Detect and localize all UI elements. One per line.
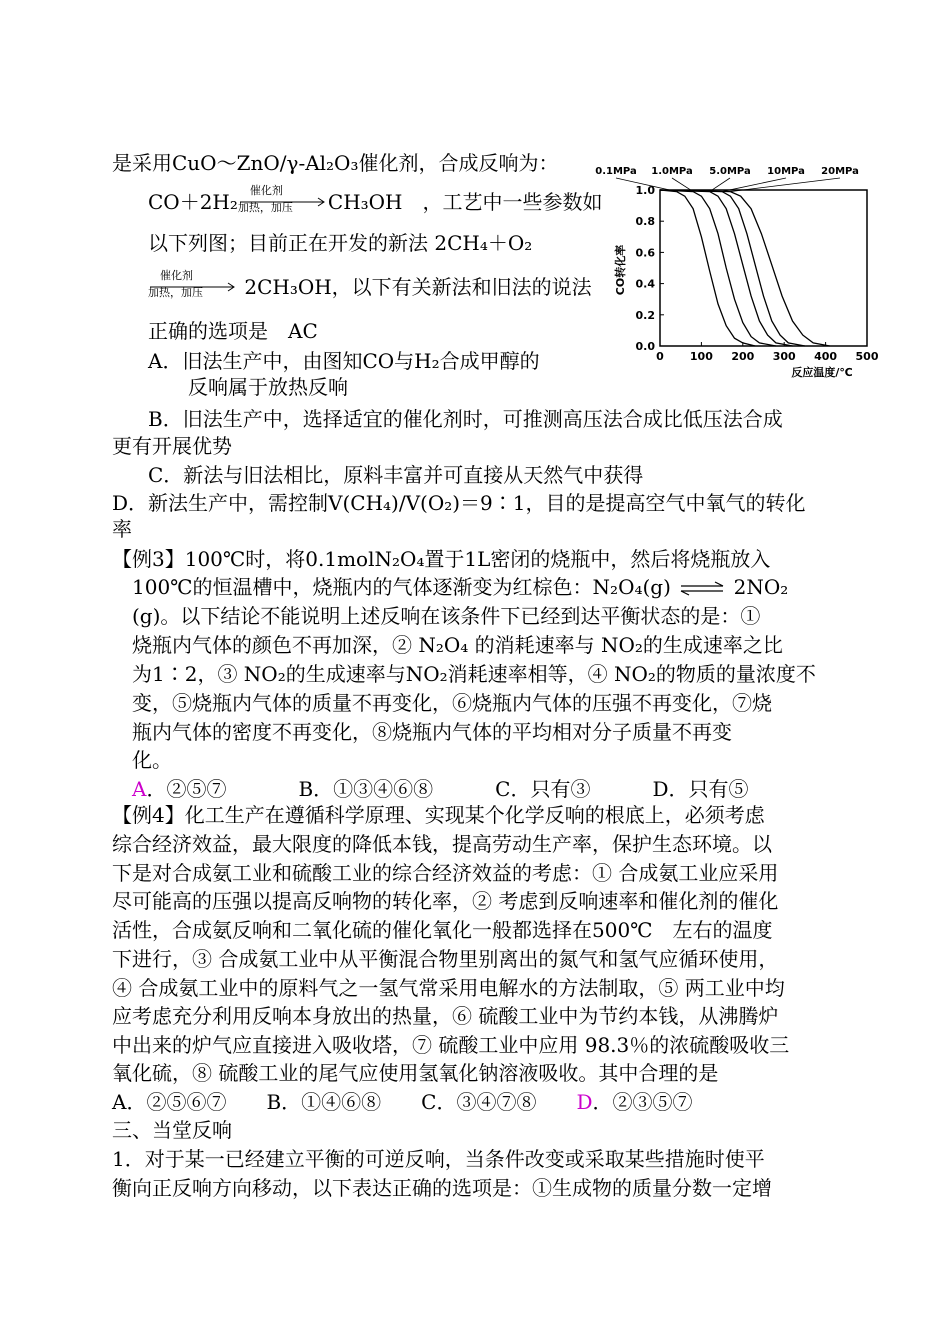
section-3-title: 三、当堂反响: [112, 1118, 232, 1142]
ex4-option-d-letter: D: [576, 1090, 593, 1114]
y-tick-label: 1.0: [635, 184, 655, 197]
ex4-option-a: A．②⑤⑥⑦: [112, 1090, 227, 1114]
legend-label: 0.1MPa: [595, 166, 637, 177]
ex4-line-6: 下进行，③ 合成氨工业中从平衡混合物里别离出的氮气和氢气应循环使用，: [112, 947, 779, 971]
ex3-line-4: 烧瓶内气体的颜色不再加深，② N₂O₄ 的消耗速率与 NO₂的生成速率之比: [132, 633, 783, 657]
intro-line-3: 以下列图；目前正在开发的新法 2CH₄＋O₂: [148, 231, 533, 255]
ex4-option-b: B．①④⑥⑧: [266, 1090, 382, 1114]
ex3-line-8: 化。: [132, 748, 172, 772]
ex3-options: [132, 776, 749, 802]
x-tick-label: 0: [656, 350, 664, 363]
x-tick-label: 500: [855, 350, 879, 363]
ex3-option-a-letter: A: [132, 777, 147, 801]
ex4-option-c: C．③④⑦⑧: [421, 1090, 537, 1114]
intro-equation-line-2: [148, 269, 592, 300]
ex3-option-a: A．②⑤⑦: [132, 777, 227, 801]
series-line-1.0MPa: [660, 190, 776, 346]
option-d-line-2: 率: [112, 517, 132, 541]
ex3-line-2b: 2NO₂: [733, 575, 789, 599]
x-axis-label: 反应温度/℃: [791, 366, 853, 379]
legend-label: 5.0MPa: [709, 166, 751, 177]
ex3-line-7: 瓶内气体的密度不再变化，⑧烧瓶内气体的平均相对分子质量不再变: [132, 720, 732, 744]
y-tick-label: 0.0: [635, 340, 655, 353]
ex4-line-1: 【例4】化工生产在遵循科学原理、实现某个化学反响的根底上，必须考虑: [112, 803, 765, 827]
ex4-line-2: 综合经济效益，最大限度的降低本钱，提高劳动生产率，保护生态环境。以: [112, 832, 772, 856]
ex3-line-2a: 100℃的恒温槽中，烧瓶内的气体逐渐变为红棕色：N₂O₄(g): [132, 575, 671, 599]
option-a-line-2: 反响属于放热反响: [188, 375, 348, 399]
option-a-line-1: A．旧法生产中，由图知CO与H₂合成甲醇的: [148, 349, 540, 373]
option-b-line-2: 更有开展优势: [112, 434, 232, 458]
question-1-line-2: 衡向正反响方向移动，以下表达正确的选项是：①生成物的质量分数一定增: [112, 1176, 772, 1200]
ex3-line-1: 【例3】100℃时，将0.1molN₂O₄置于1L密闭的烧瓶中，然后将烧瓶放入: [112, 547, 771, 571]
intro-line-5: 正确的选项是 AC: [148, 319, 318, 343]
x-tick-label: 300: [772, 350, 796, 363]
question-1-line-1: 1．对于某一已经建立平衡的可逆反响，当条件改变或采取某些措施时使平: [112, 1147, 765, 1171]
ex3-option-d: D．只有⑤: [652, 777, 749, 801]
y-tick-label: 0.6: [635, 246, 655, 260]
ex3-option-b: B．①③④⑥⑧: [298, 777, 434, 801]
ex4-line-10: 氧化硫，⑧ 硫酸工业的尾气应使用氢氧化钠溶液吸收。其中合理的是: [112, 1061, 719, 1085]
intro-line-1: 是采用CuO～ZnO/γ-Al₂O₃催化剂，合成反响为：: [112, 151, 559, 175]
ex3-line-6: 变，⑤烧瓶内气体的质量不再变化，⑥烧瓶内气体的压强不再变化，⑦烧: [132, 691, 772, 715]
ex3-line-2: [132, 574, 788, 600]
series-line-10MPa: [660, 190, 805, 346]
y-tick-label: 0.2: [635, 308, 655, 322]
eq-right: CH₃OH: [327, 190, 403, 214]
ex3-option-c: C．只有③: [495, 777, 591, 801]
ex4-options: [112, 1089, 693, 1115]
ex4-line-5: 活性，合成氨反响和二氧化硫的催化氧化一般都选择在500℃ 左右的温度: [112, 918, 773, 942]
option-b-line-1: B．旧法生产中，选择适宜的催化剂时，可推测高压法合成比低压法合成: [148, 407, 783, 431]
option-c: C．新法与旧法相比，原料丰富并可直接从天然气中获得: [148, 463, 644, 487]
eq-left: CO＋2H₂: [148, 190, 238, 214]
legend-label: 20MPa: [821, 166, 859, 177]
condition-label-2: 加热，加压: [148, 286, 203, 299]
intro-equation-line: [148, 184, 603, 215]
x-tick-label: 100: [689, 350, 713, 363]
co-conversion-chart: [595, 152, 880, 382]
x-axis: [656, 342, 879, 363]
ex4-option-d: D．②③⑤⑦: [576, 1090, 693, 1114]
catalyst-arrow: [237, 184, 328, 215]
y-tick-label: 0.8: [635, 215, 655, 229]
option-d-line-1: D．新法生产中，需控制V(CH₄)/V(O₂)＝9∶1，目的是提高空气中氧气的转化: [112, 491, 806, 515]
intro-line-2-tail: ，工艺中一些参数如: [422, 190, 603, 214]
ex3-line-3: (g)。以下结论不能说明上述反响在该条件下已经到达平衡状态的是：①: [132, 604, 761, 628]
legend-label: 1.0MPa: [651, 166, 693, 177]
ex4-line-7: ④ 合成氨工业中的原料气之一氢气常采用电解水的方法制取，⑤ 两工业中均: [112, 976, 785, 1000]
ex4-line-9: 中出来的炉气应直接进入吸收塔，⑦ 硫酸工业中应用 98.3％的浓硫酸吸收三: [112, 1033, 790, 1057]
ex4-line-3: 下是对合成氨工业和硫酸工业的综合经济效益的考虑：① 合成氨工业应采用: [112, 861, 779, 885]
y-tick-label: 0.4: [635, 277, 655, 291]
x-tick-label: 400: [814, 350, 838, 363]
series-lines: [660, 190, 830, 346]
ex3-line-5: 为1∶2，③ NO₂的生成速率与NO₂消耗速率相等，④ NO₂的物质的量浓度不: [132, 662, 816, 686]
catalyst-arrow-2: [148, 269, 238, 300]
ex4-line-8: 应考虑充分利用反响本身放出的热量，⑥ 硫酸工业中为节约本钱，从沸腾炉: [112, 1004, 779, 1028]
condition-label: 加热，加压: [237, 201, 293, 214]
legend-label: 10MPa: [767, 166, 805, 177]
equilibrium-arrow-icon: [677, 579, 727, 599]
plot-frame: [660, 190, 867, 346]
series-line-20MPa: [660, 190, 830, 346]
intro-line-4-tail: 2CH₃OH，以下有关新法和旧法的说法: [244, 275, 592, 299]
catalyst-label-2: 催化剂: [160, 269, 193, 282]
x-tick-label: 200: [731, 350, 755, 363]
ex4-line-4: 尽可能高的压强以提高反响物的转化率，② 考虑到反响速率和催化剂的催化: [112, 889, 779, 913]
catalyst-label: 催化剂: [249, 184, 283, 197]
y-axis-label: CO转化率: [614, 244, 627, 296]
